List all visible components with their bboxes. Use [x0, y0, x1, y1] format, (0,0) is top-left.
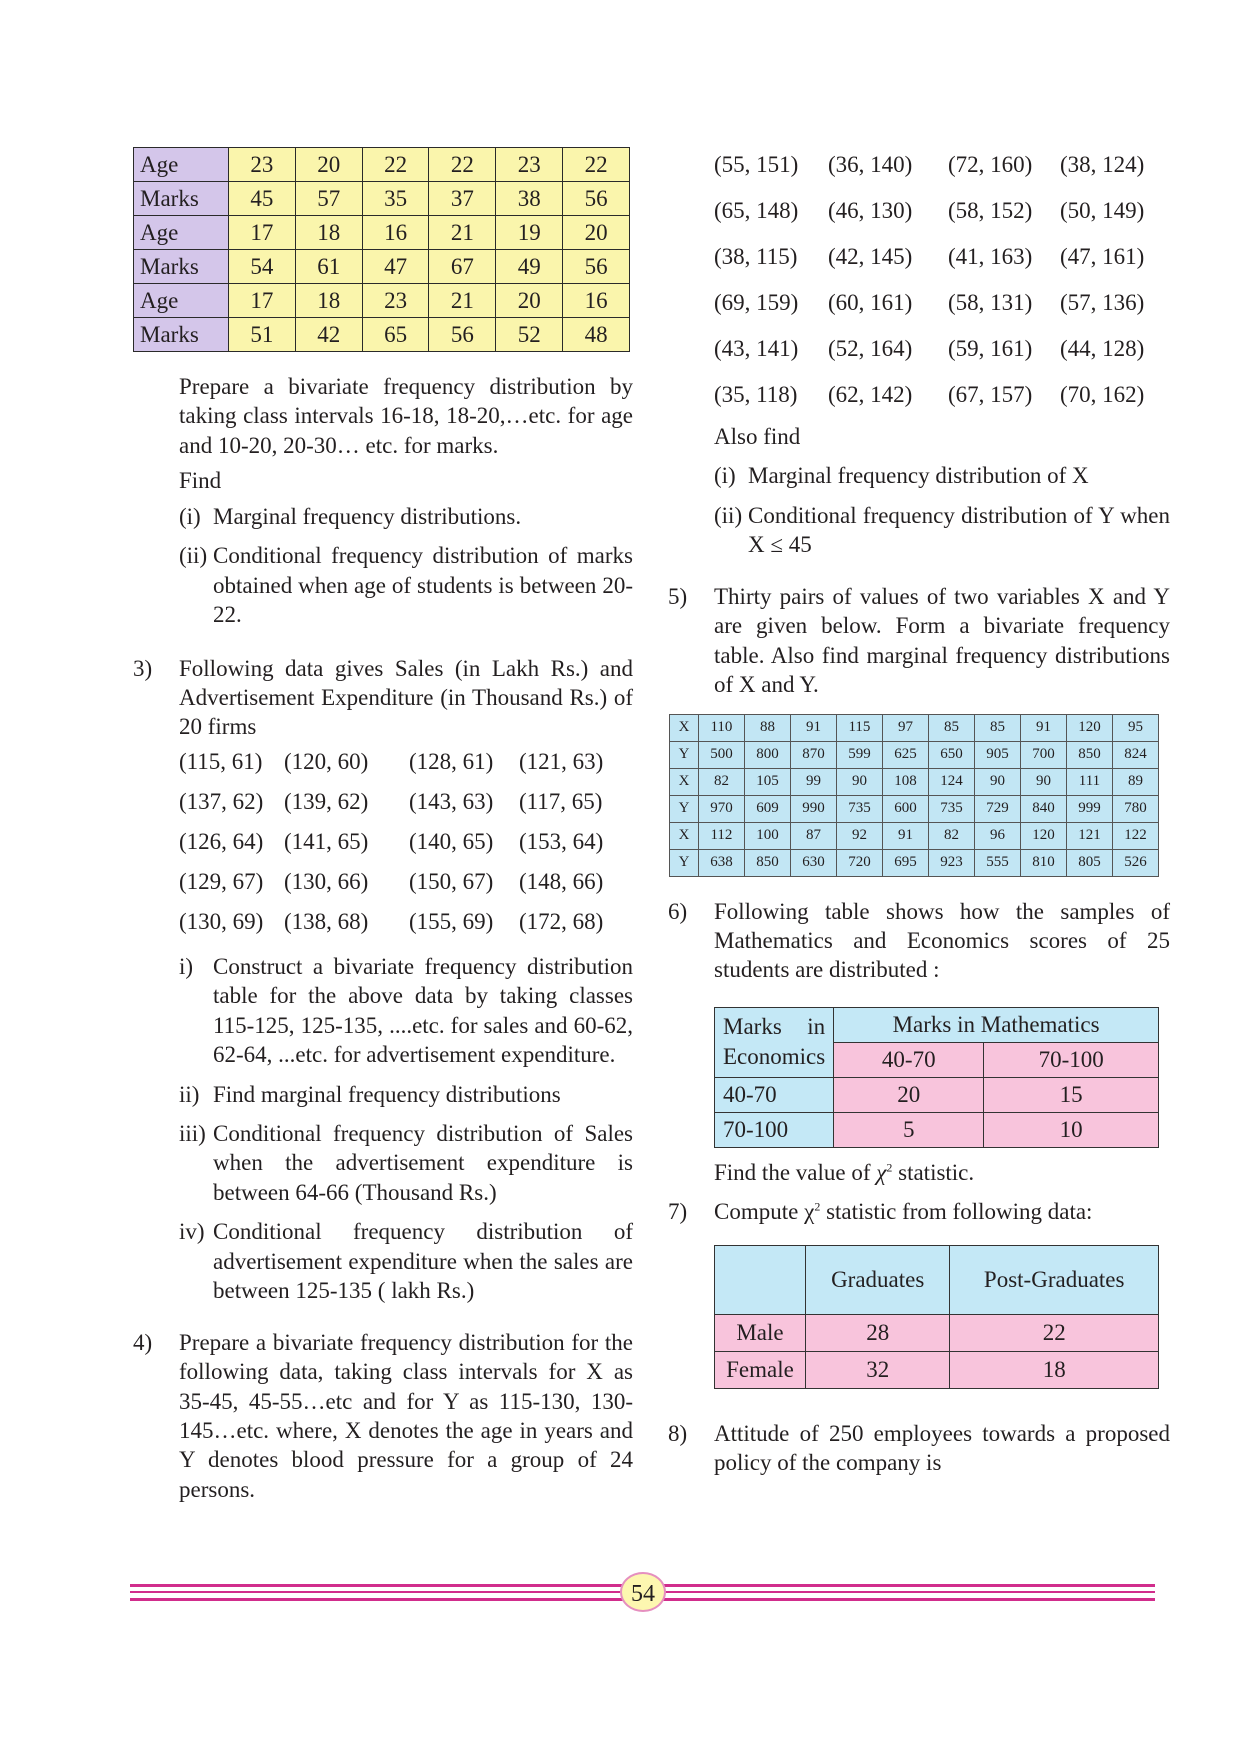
table-cell: 105: [744, 768, 790, 795]
table-cell: 115: [836, 714, 882, 741]
pair-value: (69, 159): [714, 290, 799, 316]
table-cell: 824: [1112, 741, 1158, 768]
pair-value: (139, 62): [284, 789, 369, 815]
q3-subquestions: [179, 952, 633, 1306]
pair-row: [714, 234, 1170, 280]
question-6: [668, 897, 1170, 1188]
table-cell: 48: [563, 318, 630, 352]
pair-value: (120, 60): [284, 749, 369, 775]
table-row: [134, 318, 630, 352]
table-cell: 526: [1112, 849, 1158, 876]
row-label: X: [670, 822, 699, 849]
question-text: Prepare a bivariate frequency distribution for the following data, taking class intervals for X as 35-45, 45-55…etc and for Y as 115-130, 130-145…etc. where, X denotes the age in years and Y denotes blood pressure for a group of 24 persons.: [179, 1329, 633, 1502]
table-cell: 729: [974, 795, 1020, 822]
pair-value: (153, 64): [519, 829, 604, 855]
corner-cell: [715, 1245, 806, 1314]
table-cell: 735: [836, 795, 882, 822]
table-cell: 110: [698, 714, 744, 741]
find-after: statistic.: [898, 1159, 975, 1185]
table-row: [134, 250, 630, 284]
table-cell: 20: [563, 216, 630, 250]
page-number: 54: [620, 1572, 666, 1612]
question-text: Following data gives Sales (in Lakh Rs.) and Advertisement Expenditure (in Thousand Rs.) of 20 firms: [179, 655, 633, 740]
pair-value: (43, 141): [714, 336, 799, 362]
table-cell: 638: [698, 849, 744, 876]
pair-value: (126, 64): [179, 829, 264, 855]
sub-number: iv): [179, 1219, 205, 1245]
column-header: Post-Graduates: [950, 1245, 1159, 1314]
table-cell: 56: [563, 250, 630, 284]
table-cell: 10: [984, 1112, 1159, 1147]
question-8: [668, 1419, 1170, 1478]
table-cell: 47: [362, 250, 429, 284]
table-cell: 850: [1066, 741, 1112, 768]
corner-header: Marks in Economics: [715, 1007, 834, 1077]
table-cell: 111: [1066, 768, 1112, 795]
right-column: [668, 142, 1170, 1478]
column-header: 70-100: [984, 1042, 1159, 1077]
math-header: Marks in Mathematics: [834, 1007, 1159, 1042]
table-cell: 500: [698, 741, 744, 768]
table-cell: 95: [1112, 714, 1158, 741]
question-number: 3): [133, 655, 153, 681]
pair-row: [179, 742, 633, 782]
table-cell: 609: [744, 795, 790, 822]
table-cell: 555: [974, 849, 1020, 876]
table-cell: 695: [882, 849, 928, 876]
q4-sub-ii: [714, 501, 1170, 560]
compute-before: Compute: [714, 1199, 799, 1225]
q2-sub-i: [179, 502, 633, 531]
q3-sub-item: [179, 1080, 633, 1109]
xy-values-table: [669, 714, 1159, 877]
table-cell: 51: [229, 318, 296, 352]
pair-value: (41, 163): [948, 244, 1033, 270]
table-cell: 990: [790, 795, 836, 822]
pair-value: (115, 61): [179, 749, 263, 775]
table-cell: 23: [229, 148, 296, 182]
pair-value: (140, 65): [409, 829, 494, 855]
sub-number: (ii): [179, 543, 208, 569]
table-row: [134, 284, 630, 318]
pair-value: (121, 63): [519, 749, 604, 775]
question-number: 5): [668, 583, 688, 609]
q2-sub-ii: [179, 541, 633, 629]
table-cell: 96: [974, 822, 1020, 849]
pair-value: (36, 140): [828, 152, 913, 178]
column-header: 40-70: [834, 1042, 984, 1077]
question-number: 6): [668, 898, 688, 924]
q3-pairs: [179, 742, 633, 942]
table-cell: 32: [806, 1351, 950, 1388]
table-cell: 100: [744, 822, 790, 849]
q4-pairs: [714, 142, 1170, 418]
table-cell: 16: [563, 284, 630, 318]
table-row: [134, 216, 630, 250]
q4-continuation: [668, 142, 1170, 560]
pair-value: (67, 157): [948, 382, 1033, 408]
row-label: Marks: [134, 182, 229, 216]
table-cell: 18: [295, 284, 362, 318]
pair-value: (38, 115): [714, 244, 798, 270]
table-cell: 970: [698, 795, 744, 822]
table-cell: 16: [362, 216, 429, 250]
table-row: [670, 822, 1159, 849]
question-3: [133, 654, 633, 1306]
table-cell: 38: [496, 182, 563, 216]
sub-text: Conditional frequency distribution of marks obtained when age of students is between 20-22.: [213, 543, 633, 628]
table-cell: 15: [984, 1077, 1159, 1112]
row-label: Y: [670, 849, 699, 876]
table-cell: 22: [563, 148, 630, 182]
q2-find: Find: [179, 468, 222, 494]
q6-find-text: [714, 1158, 1170, 1187]
table-cell: 56: [429, 318, 496, 352]
table-cell: 90: [836, 768, 882, 795]
pair-row: [714, 142, 1170, 188]
row-header: Male: [715, 1314, 806, 1351]
pair-value: (128, 61): [409, 749, 494, 775]
question-number: 4): [133, 1329, 153, 1355]
economics-mathematics-table: [714, 1007, 1159, 1148]
pair-value: (50, 149): [1060, 198, 1145, 224]
table-cell: 120: [1020, 822, 1066, 849]
table-cell: 735: [928, 795, 974, 822]
table-cell: 45: [229, 182, 296, 216]
table-cell: 20: [496, 284, 563, 318]
table-cell: 805: [1066, 849, 1112, 876]
pair-row: [179, 862, 633, 902]
q4-sub-i: [714, 461, 1170, 490]
pair-row: [714, 372, 1170, 418]
q3-sub-item: [179, 1119, 633, 1207]
table-cell: 720: [836, 849, 882, 876]
pair-row: [179, 902, 633, 942]
table-cell: 91: [1020, 714, 1066, 741]
pair-value: (52, 164): [828, 336, 913, 362]
row-label: Y: [670, 795, 699, 822]
pair-value: (58, 131): [948, 290, 1033, 316]
table-cell: 18: [950, 1351, 1159, 1388]
sub-text: Construct a bivariate frequency distribution table for the above data by taking classes 115-125, 125-135, ....etc. for sales and 60-62, 62-64, ...etc. for advertisement expenditure.: [213, 953, 633, 1068]
q2-continuation: [133, 372, 633, 630]
table-row: [134, 148, 630, 182]
chi-square-superscript: 2: [886, 1160, 893, 1175]
table-cell: 630: [790, 849, 836, 876]
table-cell: 17: [229, 216, 296, 250]
table-cell: 600: [882, 795, 928, 822]
pair-value: (117, 65): [519, 789, 603, 815]
table-cell: 67: [429, 250, 496, 284]
table-cell: 65: [362, 318, 429, 352]
sub-text: Marginal frequency distributions.: [213, 503, 522, 529]
table-cell: 120: [1066, 714, 1112, 741]
table-cell: 57: [295, 182, 362, 216]
table-cell: 91: [882, 822, 928, 849]
sub-text: Conditional frequency distribution of advertisement expenditure when the sales are between 125-135 ( lakh Rs.): [213, 1219, 633, 1304]
pair-value: (58, 152): [948, 198, 1033, 224]
table-row: [134, 182, 630, 216]
pair-value: (65, 148): [714, 198, 799, 224]
pair-value: (44, 128): [1060, 336, 1145, 362]
pair-value: (59, 161): [948, 336, 1033, 362]
table-cell: 92: [836, 822, 882, 849]
table-cell: 112: [698, 822, 744, 849]
table-cell: 121: [1066, 822, 1112, 849]
pair-value: (148, 66): [519, 869, 604, 895]
table-cell: 122: [1112, 822, 1158, 849]
page-footer: [130, 1572, 1155, 1612]
table-cell: 22: [429, 148, 496, 182]
pair-value: (72, 160): [948, 152, 1033, 178]
question-7: [668, 1197, 1170, 1388]
table-cell: 87: [790, 822, 836, 849]
table-cell: 905: [974, 741, 1020, 768]
table-cell: 124: [928, 768, 974, 795]
pair-row: [179, 782, 633, 822]
question-5: [668, 582, 1170, 877]
pair-value: (35, 118): [714, 382, 798, 408]
table-cell: 97: [882, 714, 928, 741]
q3-sub-item: [179, 1217, 633, 1305]
table-cell: 22: [362, 148, 429, 182]
question-text: Attitude of 250 employees towards a proposed policy of the company is: [714, 1420, 1170, 1476]
row-header: Female: [715, 1351, 806, 1388]
table-cell: 22: [950, 1314, 1159, 1351]
pair-value: (143, 63): [409, 789, 494, 815]
table-row: [670, 741, 1159, 768]
sub-number: (ii): [714, 502, 743, 528]
table-cell: 88: [744, 714, 790, 741]
row-label: Age: [134, 148, 229, 182]
table-cell: 21: [429, 284, 496, 318]
column-header: Graduates: [806, 1245, 950, 1314]
row-label: Age: [134, 284, 229, 318]
pair-value: (42, 145): [828, 244, 913, 270]
table-cell: 999: [1066, 795, 1112, 822]
table-cell: 82: [928, 822, 974, 849]
pair-value: (62, 142): [828, 382, 913, 408]
row-label: Age: [134, 216, 229, 250]
table-cell: 28: [806, 1314, 950, 1351]
sub-number: iii): [179, 1121, 206, 1146]
table-cell: 90: [974, 768, 1020, 795]
pair-value: (137, 62): [179, 789, 264, 815]
table-cell: 599: [836, 741, 882, 768]
table-cell: 650: [928, 741, 974, 768]
pair-value: (141, 65): [284, 829, 369, 855]
table-cell: 870: [790, 741, 836, 768]
table-cell: 91: [790, 714, 836, 741]
chi-square-superscript: 2: [814, 1199, 821, 1214]
table-cell: 37: [429, 182, 496, 216]
table-cell: 85: [928, 714, 974, 741]
sub-text: Marginal frequency distribution of X: [748, 463, 1089, 489]
q2-text: Prepare a bivariate frequency distribution by taking class intervals 16-18, 18-20,…etc. for age and 10-20, 20-30… etc. for marks.: [179, 374, 633, 458]
table-cell: 85: [974, 714, 1020, 741]
table-cell: 18: [295, 216, 362, 250]
table-cell: 923: [928, 849, 974, 876]
table-cell: 56: [563, 182, 630, 216]
question-text: [714, 1197, 1170, 1226]
sub-text: Conditional frequency distribution of Sales when the advertisement expenditure is between 64-66 (Thousand Rs.): [213, 1121, 633, 1205]
table-cell: 23: [496, 148, 563, 182]
pair-value: (47, 161): [1060, 244, 1145, 270]
table-cell: 108: [882, 768, 928, 795]
sub-text: Find marginal frequency distributions: [213, 1081, 561, 1107]
sub-number: ii): [179, 1081, 200, 1107]
pair-row: [714, 280, 1170, 326]
pair-value: (60, 161): [828, 290, 913, 316]
pair-value: (172, 68): [519, 909, 604, 935]
table-cell: 89: [1112, 768, 1158, 795]
table-row: [670, 768, 1159, 795]
pair-row: [179, 822, 633, 862]
question-text: Following table shows how the samples of Mathematics and Economics scores of 25 students are distributed :: [714, 898, 1170, 983]
left-column: [133, 147, 633, 1504]
pair-value: (150, 67): [409, 869, 494, 895]
pair-value: (129, 67): [179, 869, 264, 895]
age-marks-table: [133, 147, 630, 352]
table-cell: 780: [1112, 795, 1158, 822]
table-cell: 20: [295, 148, 362, 182]
table-cell: 49: [496, 250, 563, 284]
table-row: [670, 795, 1159, 822]
sub-text: Conditional frequency distribution of Y when X ≤ 45: [748, 502, 1170, 558]
pair-value: (38, 124): [1060, 152, 1145, 178]
table-cell: 23: [362, 284, 429, 318]
row-label: X: [670, 714, 699, 741]
row-header: 40-70: [715, 1077, 834, 1112]
table-cell: 90: [1020, 768, 1066, 795]
sub-number: i): [179, 953, 194, 979]
table-cell: 21: [429, 216, 496, 250]
table-cell: 82: [698, 768, 744, 795]
table-cell: 42: [295, 318, 362, 352]
table-cell: 35: [362, 182, 429, 216]
gender-education-table: [714, 1245, 1159, 1389]
compute-after: statistic from following data:: [826, 1199, 1093, 1225]
pair-row: [714, 326, 1170, 372]
table-row: [670, 849, 1159, 876]
pair-value: (57, 136): [1060, 290, 1145, 316]
question-number: 7): [668, 1199, 688, 1225]
table-cell: 20: [834, 1077, 984, 1112]
pair-value: (138, 68): [284, 909, 369, 935]
table-cell: 52: [496, 318, 563, 352]
sub-number: (i): [714, 463, 736, 489]
chi-symbol: χ: [876, 1159, 887, 1185]
table-cell: 99: [790, 768, 836, 795]
row-label: X: [670, 768, 699, 795]
table-cell: 5: [834, 1112, 984, 1147]
table-cell: 850: [744, 849, 790, 876]
pair-value: (46, 130): [828, 198, 913, 224]
pair-row: [714, 188, 1170, 234]
table-cell: 625: [882, 741, 928, 768]
pair-value: (130, 69): [179, 909, 264, 935]
row-header: 70-100: [715, 1112, 834, 1147]
question-text: Thirty pairs of values of two variables X and Y are given below. Form a bivariate frequency table. Also find marginal frequency distributions of X and Y.: [714, 583, 1170, 698]
row-label: Marks: [134, 318, 229, 352]
q3-sub-item: [179, 952, 633, 1070]
pair-value: (55, 151): [714, 152, 799, 178]
table-cell: 54: [229, 250, 296, 284]
row-label: Marks: [134, 250, 229, 284]
pair-value: (130, 66): [284, 869, 369, 895]
table-cell: 810: [1020, 849, 1066, 876]
pair-value: (70, 162): [1060, 382, 1145, 408]
table-cell: 17: [229, 284, 296, 318]
row-label: Y: [670, 741, 699, 768]
table-cell: 700: [1020, 741, 1066, 768]
question-number: 8): [668, 1420, 688, 1446]
find-before: Find the value of: [714, 1159, 871, 1185]
table-cell: 19: [496, 216, 563, 250]
sub-number: (i): [179, 503, 201, 529]
chi-symbol: χ: [804, 1199, 815, 1225]
table-cell: 800: [744, 741, 790, 768]
table-cell: 61: [295, 250, 362, 284]
table-row: [670, 714, 1159, 741]
table-cell: 840: [1020, 795, 1066, 822]
q4-also-find: Also find: [714, 424, 801, 449]
question-4: [133, 1328, 633, 1505]
pair-value: (155, 69): [409, 909, 494, 935]
